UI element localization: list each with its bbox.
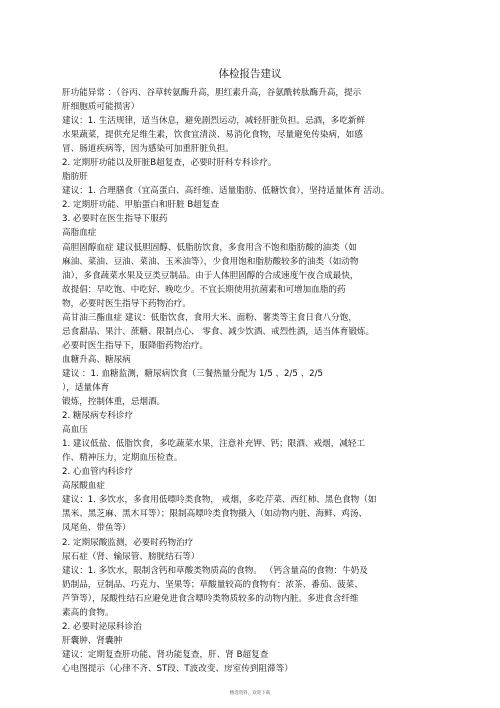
text-line: 素高的食物。 <box>62 607 114 618</box>
text-line: 2. 心血管内科诊疗 <box>62 467 134 478</box>
text-line: 水果蔬菜，提供充足维生素，饮食宜清淡、易消化食物，尽量避免传染病，如感 <box>62 130 363 141</box>
text-line: 建议：1. 生活规律，适当休息，避免剧烈运动，减轻肝脏负担。忌酒，多吃新鲜 <box>62 116 366 127</box>
text-line: 芦笋等），尿酸性结石应避免进食含嘌呤类物质较多的动物内脏。多进食含纤维 <box>62 593 359 604</box>
document-title: 体检报告建议 <box>218 68 282 80</box>
text-line: 2. 定期尿酸监测，必要时药物治疗 <box>62 537 194 548</box>
text-line: 2. 必要时泌尿科诊治 <box>62 621 142 632</box>
text-line: 油），多食蔬菜水果及豆类豆制品。由于人体胆固醇的合成速度午夜合成最快， <box>62 270 359 281</box>
document-body <box>62 86 450 676</box>
text-line: 高尿酸血症 <box>62 481 105 492</box>
text-line: 1. 建议低盐、低脂饮食，多吃蔬菜水果，注意补充钾、钙；限酒、戒烟，减轻工 <box>62 439 366 450</box>
text-line: 2. 定期肝功能以及肝脏B超复查，必要时肝科专科诊疗。 <box>62 158 277 169</box>
text-line: 建议：1. 合理膳食（宜高蛋白、高纤维、适量脂肪、低糖饮食），坚持适量体育 活动。 <box>62 186 390 197</box>
text-line: 忌食甜品、果汁、蔗糖、限制点心、 零食、减少饮酒、戒烈性酒，适当体育锻炼。 <box>62 326 375 337</box>
text-line: 肝功能异常 ：（谷丙、谷草转氨酶升高，胆红素升高，谷氨酰转肽酶升高，提示 <box>62 88 362 98</box>
text-line: 物，必要时医生指导下药物治疗。 <box>62 298 191 309</box>
text-line: 脂肪肝 <box>62 172 88 183</box>
text-line: 麻油、菜油、豆油、菜油、玉米油等），少食用饱和脂肪酸较多的油类（如动物 <box>62 256 359 267</box>
text-line: 高胆固醇血症 建议低胆固醇、低脂肪饮食，多食用含不饱和脂肪酸的油类（如 <box>62 242 357 253</box>
text-line: 黑米、黑芝麻、黑木耳等）；限制高嘌呤类食物摄入（如动物内脏、海鲜、鸡汤、 <box>62 509 368 520</box>
text-line: 高脂血症 <box>62 228 97 239</box>
text-line: 3. 必要时在医生指导下服药 <box>62 214 168 225</box>
page-footer: 精选资料，欢迎下载 <box>229 691 271 696</box>
text-line: 建议：1. 多饮水，限制含钙和草酸类物质高的食物。 （钙含量高的食物：牛奶及 <box>62 565 368 576</box>
text-line: 肝细胞质可能损害） <box>62 102 140 113</box>
text-line: 建议：1. 多饮水，多食用低嘌呤类食物， 戒烟，多吃芹菜、西红柿、黑色食物（如 <box>62 495 377 506</box>
text-line: 高甘油三酯血症 建议：低脂饮食，食用大米、面粉、薯类等主食日食八分饱， <box>62 312 357 323</box>
text-line: 建议：定期复查肝功能、肾功能复查，肝、肾 B超复查 <box>62 649 269 660</box>
text-line: 必要时医生指导下，服降脂药物治疗。 <box>62 340 209 351</box>
text-line: 凤尾鱼、带鱼等） <box>62 523 131 534</box>
text-line: 血糖升高、糖尿病 <box>62 354 131 365</box>
text-line: 肝囊肿、肾囊肿 <box>62 635 123 646</box>
text-line: 作、精神压力，定期血压检查。 <box>62 453 183 464</box>
text-line: 心电图提示（心律不齐、ST段、T波改变、房室传到阻滞等） <box>62 663 293 674</box>
text-line: 故提倡：早吃饱、中吃好、晚吃少。不宜长期使用抗菌素和可增加血脂的药 <box>62 284 346 295</box>
text-line: 建议 ：1. 血糖监测，糖尿病饮食（三餐热量分配为 1/5 、2/5 、2/5 <box>62 368 324 379</box>
text-line: 奶制品，豆制品、巧克力、坚果等；草酸量较高的食物有：浓茶、番茄、菠菜、 <box>62 579 363 590</box>
text-line: 2. 糖尿病专科诊疗 <box>62 411 134 422</box>
text-line: 高血压 <box>62 425 88 436</box>
text-line: 尿石症（肾、输尿管、膀胱结石等） <box>62 551 200 562</box>
text-line: ），适量体育 <box>62 382 110 393</box>
text-line: 锻炼，控制体重，忌烟酒。 <box>62 397 166 408</box>
text-line: 2. 定期肝功能、甲胎蛋白和肝脏 B超复查 <box>62 200 220 211</box>
text-line: 冒、肠道疾病等，因为感染可加重肝脏负担。 <box>62 144 234 155</box>
